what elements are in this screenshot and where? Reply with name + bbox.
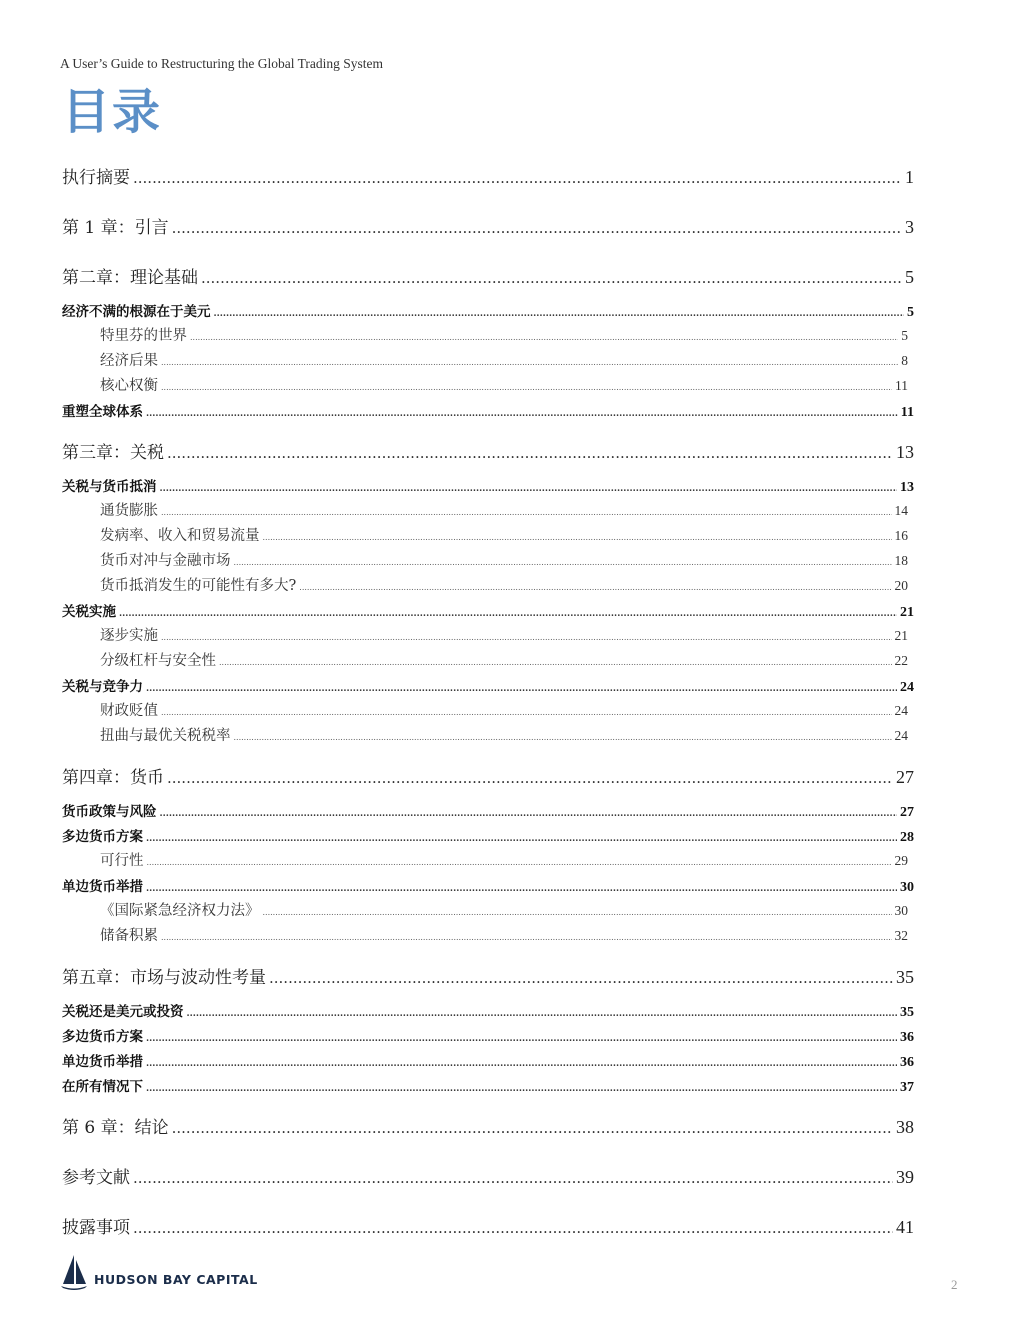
dot-leader bbox=[133, 1169, 893, 1187]
toc-entry-label: 关税实施 bbox=[62, 604, 116, 620]
toc-entry[interactable] bbox=[62, 163, 914, 188]
toc-entry[interactable] bbox=[62, 1213, 914, 1238]
toc-page-number: 37 bbox=[900, 1080, 914, 1095]
toc-entry-label: 披露事项 bbox=[62, 1218, 130, 1238]
toc-entry[interactable] bbox=[100, 649, 908, 670]
dot-leader bbox=[234, 733, 892, 742]
dot-leader bbox=[119, 609, 897, 619]
toc-page-number: 8 bbox=[901, 353, 908, 368]
toc-entry[interactable] bbox=[100, 524, 908, 545]
toc-page-number: 22 bbox=[894, 653, 908, 668]
toc-page-number: 13 bbox=[900, 480, 914, 495]
toc-entry[interactable] bbox=[62, 675, 914, 696]
toc-entry-label: 逐步实施 bbox=[100, 628, 158, 644]
toc-entry-label: 关税与货币抵消 bbox=[62, 479, 157, 495]
page-number: 2 bbox=[951, 1277, 958, 1292]
toc-entry[interactable] bbox=[100, 324, 908, 345]
toc-entry[interactable] bbox=[62, 438, 914, 463]
toc-entry[interactable] bbox=[62, 763, 914, 788]
dot-leader bbox=[146, 1084, 897, 1094]
toc-page-number: 5 bbox=[901, 328, 908, 343]
toc-page-number: 35 bbox=[900, 1005, 914, 1020]
toc-page-number: 11 bbox=[895, 378, 908, 393]
sailboat-icon bbox=[60, 1254, 88, 1290]
dot-leader bbox=[167, 769, 893, 787]
dot-leader bbox=[161, 708, 892, 717]
toc-entry[interactable] bbox=[62, 263, 914, 288]
toc-page-number: 1 bbox=[905, 167, 914, 187]
dot-leader bbox=[190, 333, 898, 342]
toc-entry[interactable] bbox=[62, 1113, 914, 1138]
dot-leader bbox=[146, 684, 897, 694]
toc-page-number: 5 bbox=[905, 267, 914, 287]
toc-page-number: 11 bbox=[900, 405, 914, 420]
toc-entry-label: 分级杠杆与安全性 bbox=[100, 653, 216, 669]
toc-entry[interactable] bbox=[62, 400, 914, 421]
dot-leader bbox=[187, 1009, 898, 1019]
toc-entry[interactable] bbox=[62, 800, 914, 821]
toc-entry[interactable] bbox=[62, 1000, 914, 1021]
toc-entry[interactable] bbox=[100, 849, 908, 870]
dot-leader bbox=[160, 484, 898, 494]
dot-leader bbox=[133, 1219, 893, 1237]
toc-entry-label: 第 1 章：引言 bbox=[62, 218, 169, 238]
dot-leader bbox=[146, 884, 897, 894]
toc-entry-label: 多边货币方案 bbox=[62, 829, 143, 845]
toc-page-number: 41 bbox=[896, 1217, 914, 1237]
toc-entry[interactable] bbox=[62, 300, 914, 321]
toc-entry[interactable] bbox=[62, 1050, 914, 1071]
toc-entry[interactable] bbox=[100, 499, 908, 520]
toc-entry[interactable] bbox=[62, 600, 914, 621]
dot-leader bbox=[146, 1034, 897, 1044]
toc-page-number: 30 bbox=[900, 880, 914, 895]
toc-entry-label: 第三章：关税 bbox=[62, 443, 164, 463]
toc-entry[interactable] bbox=[100, 924, 908, 945]
toc-entry-label: 关税还是美元或投资 bbox=[62, 1004, 184, 1020]
toc-entry[interactable] bbox=[100, 374, 908, 395]
dot-leader bbox=[167, 444, 893, 462]
toc-entry-label: 经济后果 bbox=[100, 353, 158, 369]
toc-entry-label: 核心权衡 bbox=[100, 378, 158, 394]
company-logo bbox=[60, 1254, 258, 1290]
toc-entry-label: 参考文献 bbox=[62, 1168, 130, 1188]
toc-page-number: 36 bbox=[900, 1055, 914, 1070]
toc-entry[interactable] bbox=[100, 349, 908, 370]
toc-entry-label: 货币抵消发生的可能性有多大? bbox=[100, 578, 297, 594]
toc-entry[interactable] bbox=[100, 624, 908, 645]
dot-leader bbox=[146, 1059, 897, 1069]
dot-leader bbox=[161, 933, 892, 942]
toc-entry-label: 扭曲与最优关税税率 bbox=[100, 728, 231, 744]
toc-title: 目录 bbox=[62, 84, 163, 140]
toc-entry[interactable] bbox=[100, 574, 908, 595]
dot-leader bbox=[299, 583, 891, 592]
toc-page-number: 3 bbox=[905, 217, 914, 237]
toc-page-number: 24 bbox=[900, 680, 914, 695]
toc-page-number: 14 bbox=[894, 503, 908, 518]
toc-entry[interactable] bbox=[62, 475, 914, 496]
dot-leader bbox=[147, 858, 892, 867]
dot-leader bbox=[133, 169, 902, 187]
toc-entry-label: 货币政策与风险 bbox=[62, 804, 157, 820]
toc-page-number: 27 bbox=[896, 767, 914, 787]
toc-entry[interactable] bbox=[62, 1025, 914, 1046]
toc-page-number: 20 bbox=[894, 578, 908, 593]
toc-entry-label: 重塑全球体系 bbox=[62, 404, 143, 420]
toc-entry-label: 单边货币举措 bbox=[62, 879, 143, 895]
toc-entry-label: 第二章：理论基础 bbox=[62, 268, 198, 288]
dot-leader bbox=[214, 309, 905, 319]
dot-leader bbox=[146, 834, 897, 844]
dot-leader bbox=[172, 1119, 893, 1137]
dot-leader bbox=[219, 658, 892, 667]
toc-page-number: 38 bbox=[896, 1117, 914, 1137]
running-header: A User’s Guide to Restructuring the Global Trading System bbox=[60, 56, 383, 71]
dot-leader bbox=[234, 558, 892, 567]
toc-entry-label: 财政贬值 bbox=[100, 703, 158, 719]
toc-page-number: 35 bbox=[896, 967, 914, 987]
toc-entry-label: 发病率、收入和贸易流量 bbox=[100, 528, 260, 544]
toc-entry-label: 在所有情况下 bbox=[62, 1079, 143, 1095]
toc-entry-label: 货币对冲与金融市场 bbox=[100, 553, 231, 569]
dot-leader bbox=[161, 383, 892, 392]
toc-entry-label: 执行摘要 bbox=[62, 168, 130, 188]
toc-entry[interactable] bbox=[100, 699, 908, 720]
toc-page-number: 29 bbox=[894, 853, 908, 868]
dot-leader bbox=[161, 508, 892, 517]
toc-page-number: 21 bbox=[894, 628, 908, 643]
toc-entry-label: 《国际紧急经济权力法》 bbox=[100, 903, 260, 919]
toc-entry-label: 关税与竞争力 bbox=[62, 679, 143, 695]
toc-entry-label: 经济不满的根源在于美元 bbox=[62, 304, 211, 320]
toc-page-number: 36 bbox=[900, 1030, 914, 1045]
toc-entry-label: 第四章：货币 bbox=[62, 768, 164, 788]
toc-entry-label: 通货膨胀 bbox=[100, 503, 158, 519]
dot-leader bbox=[172, 219, 902, 237]
toc-entry[interactable] bbox=[100, 549, 908, 570]
toc-entry-label: 第五章：市场与波动性考量 bbox=[62, 968, 266, 988]
toc-page-number: 39 bbox=[896, 1167, 914, 1187]
toc-page-number: 24 bbox=[894, 703, 908, 718]
toc-entry-label: 可行性 bbox=[100, 853, 144, 869]
toc-page-number: 18 bbox=[894, 553, 908, 568]
toc-page-number: 13 bbox=[896, 442, 914, 462]
dot-leader bbox=[269, 969, 893, 987]
toc-page-number: 21 bbox=[900, 605, 914, 620]
dot-leader bbox=[146, 409, 898, 419]
toc-entry[interactable] bbox=[62, 875, 914, 896]
toc-entry[interactable] bbox=[100, 899, 908, 920]
dot-leader bbox=[160, 809, 898, 819]
dot-leader bbox=[263, 533, 892, 542]
dot-leader bbox=[161, 358, 898, 367]
toc-page-number: 5 bbox=[907, 305, 914, 320]
toc-entry[interactable] bbox=[62, 213, 914, 238]
toc-page-number: 24 bbox=[894, 728, 908, 743]
toc-entry-label: 特里芬的世界 bbox=[100, 328, 187, 344]
toc-entry-label: 单边货币举措 bbox=[62, 1054, 143, 1070]
toc-entry[interactable] bbox=[62, 825, 914, 846]
toc-entry-label: 储备积累 bbox=[100, 928, 158, 944]
logo-text: HUDSON BAY CAPITAL bbox=[94, 1271, 258, 1287]
toc-page-number: 27 bbox=[900, 805, 914, 820]
dot-leader bbox=[263, 908, 892, 917]
toc-entry[interactable] bbox=[100, 724, 908, 745]
dot-leader bbox=[201, 269, 902, 287]
toc-page-number: 32 bbox=[894, 928, 908, 943]
toc-entry[interactable] bbox=[62, 963, 914, 988]
toc-page-number: 28 bbox=[900, 830, 914, 845]
toc-entry[interactable] bbox=[62, 1163, 914, 1188]
toc-page-number: 30 bbox=[894, 903, 908, 918]
toc-entry-label: 第 6 章：结论 bbox=[62, 1118, 169, 1138]
toc-page-number: 16 bbox=[894, 528, 908, 543]
dot-leader bbox=[161, 633, 892, 642]
toc-entry-label: 多边货币方案 bbox=[62, 1029, 143, 1045]
toc-entry[interactable] bbox=[62, 1075, 914, 1096]
